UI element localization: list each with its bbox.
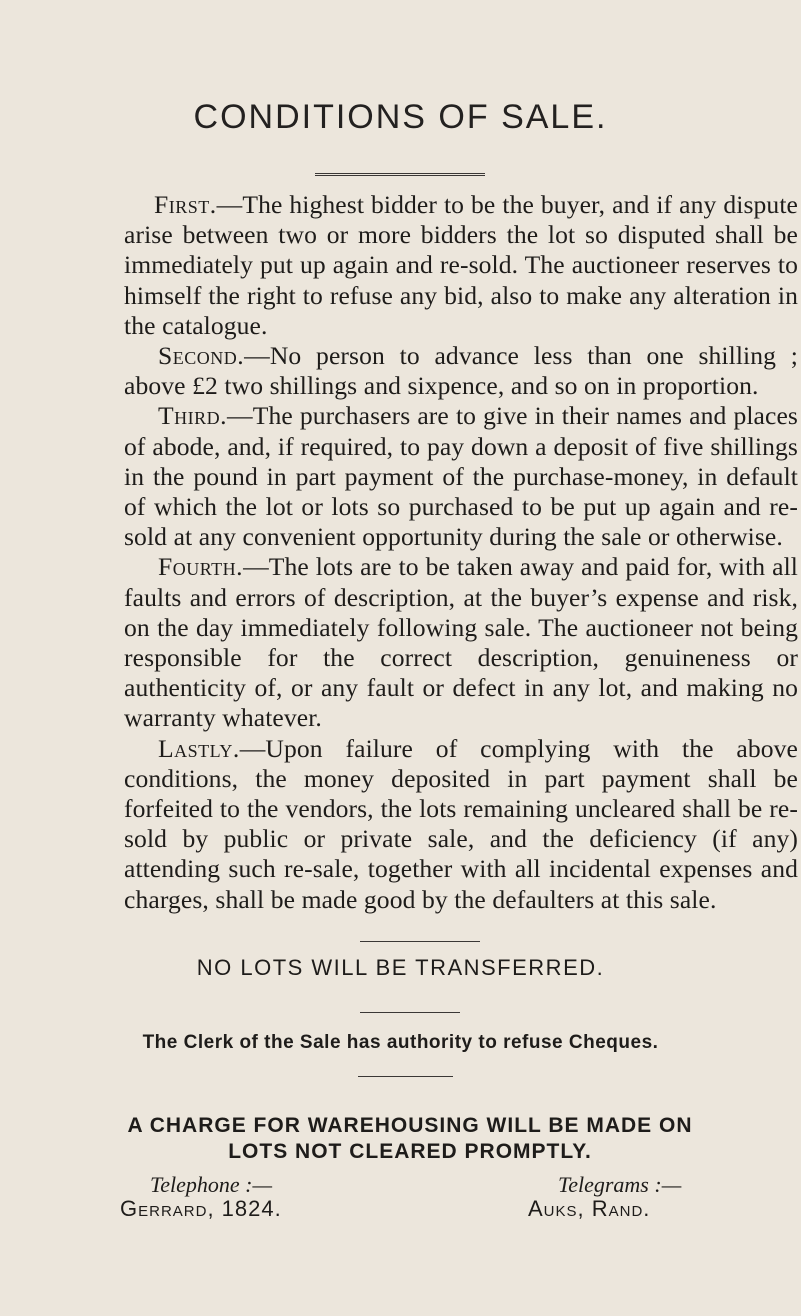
transfer-notice: NO LOTS WILL BE TRANSFERRED.: [196, 955, 605, 980]
condition-lead: Fourth.: [158, 552, 244, 582]
condition-lead: First.: [154, 190, 217, 219]
divider-3: [358, 1076, 453, 1077]
condition-body: —The purchasers are to give in their names and places of abode, and, if required, to pay down a deposit of five shillings in the pound in part payment of the purchase-money, in default of which the lot or lots so purchased to be put up again and re-sold at any convenient opportunity during the sale or otherwise.: [124, 401, 798, 552]
condition-body: —Upon failure of complying with the above conditions, the money deposited in part payment shall be forfeited to the vendors, the lots remaining uncleared shall be re-sold by public or private sale, and the deficiency (if any) attending such re-sale, together with all incidental expenses and charges, shall be made good by the defaulters at this sale.: [124, 733, 798, 914]
condition-third: [124, 401, 798, 552]
divider-1: [360, 941, 480, 942]
condition-lastly: [124, 734, 798, 915]
telegrams-value: Auks, Rand.: [528, 1196, 651, 1221]
telephone-value: Gerrard, 1824.: [120, 1196, 282, 1221]
condition-lead: Third.: [158, 401, 228, 431]
condition-body: —The highest bidder to be the buyer, and if any dispute arise between two or more bidders the lot so disputed shall be immediately put up again and re-sold. The auctioneer reserves to himself the right to refuse any bid, also to make any alteration in the catalogue.: [124, 190, 798, 340]
telephone-block: [120, 1173, 282, 1221]
condition-second: [124, 341, 798, 401]
page-title: CONDITIONS OF SALE.: [193, 98, 608, 136]
divider-2: [360, 1012, 460, 1013]
condition-lead: Second.: [158, 341, 245, 371]
telephone-label: Telephone :—: [150, 1172, 273, 1197]
condition-body: —No person to advance less than one shilling ; above £2 two shillings and sixpence, and so on in proportion.: [124, 341, 798, 401]
warehousing-notice: A CHARGE FOR WAREHOUSING WILL BE MADE ON LOTS NOT CLEARED PROMPTLY.: [127, 1114, 693, 1163]
conditions-text: [124, 190, 798, 915]
telegrams-block: [528, 1173, 681, 1221]
condition-body: —The lots are to be taken away and paid for, with all faults and errors of description, at the buyer’s expense and risk, on the day immediately following sale. The auctioneer not being responsible for the correct description, genuineness or authenticity of, or any fault or defect in any lot, and making no warranty whatever.: [124, 552, 798, 733]
condition-first: [124, 190, 798, 341]
telegrams-label: Telegrams :—: [558, 1172, 682, 1197]
condition-lead: Lastly.: [158, 733, 240, 763]
condition-fourth: [124, 552, 798, 733]
title-divider: [315, 173, 485, 176]
cheque-notice: The Clerk of the Sale has authority to refuse Cheques.: [142, 1032, 659, 1053]
